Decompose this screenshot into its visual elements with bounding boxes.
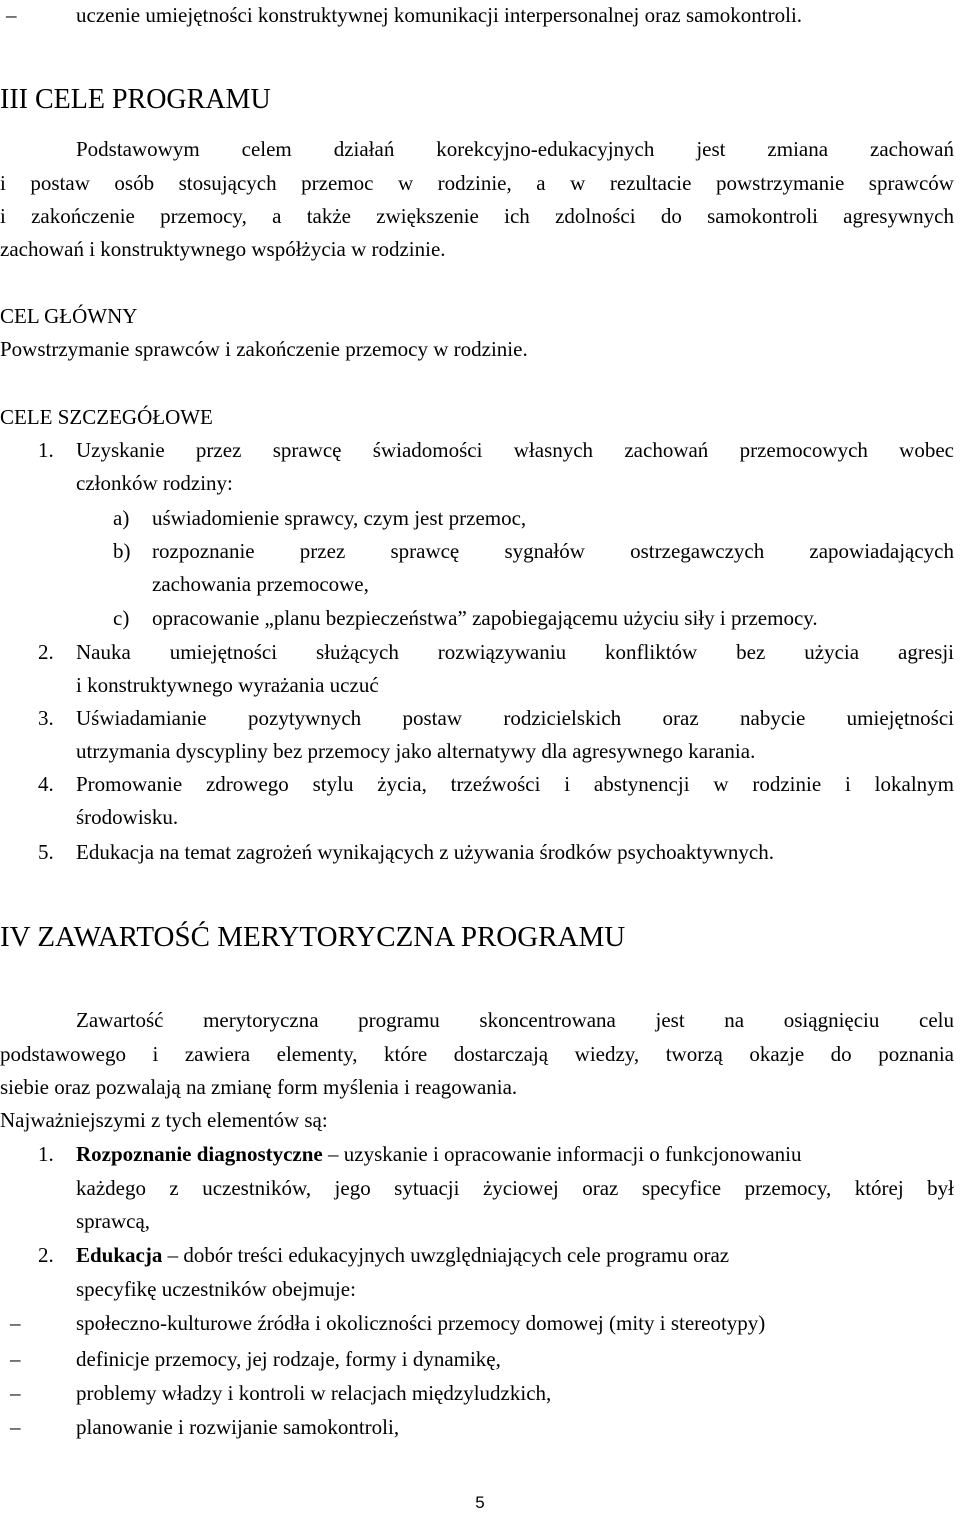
goal-1-line-1: Uzyskanie przez sprawcę świadomości własnych zachowań przemocowych wobec [76,438,954,462]
section-heading-zawartosc: IV ZAWARTOŚĆ MERYTORYCZNA PROGRAMU [0,921,626,953]
goal-4-line-2: środowisku. [76,805,179,829]
elements-intro: Najważniejszymi z tych elementów są: [0,1108,328,1132]
item-2-title: Edukacja [76,1243,163,1267]
intro-line: i postaw osób stosujących przemoc w rodzinie, a w rezultacie powstrzymanie sprawców [0,171,954,195]
dash-bullet: – [10,1415,21,1439]
goal-number: 4. [38,772,54,796]
subitem-marker: b) [113,539,131,563]
bullet-item: definicje przemocy, jej rodzaje, formy i dynamikę, [76,1347,501,1371]
paragraph-line: podstawowego i zawiera elementy, które dostarczają wiedzy, tworzą okazje do poznania [0,1042,954,1066]
subitem-b-line-1: rozpoznanie przez sprawcę sygnałów ostrzegawczych zapowiadających [152,539,954,563]
page-number: 5 [475,1493,485,1512]
goal-5-line-1: Edukacja na temat zagrożeń wynikających z używania środków psychoaktywnych. [76,840,774,864]
main-goal-label: CEL GŁÓWNY [0,304,138,328]
goal-2-line-2: i konstruktywnego wyrażania uczuć [76,673,379,697]
subitem-a: uświadomienie sprawcy, czym jest przemoc, [152,506,527,530]
subitem-marker: c) [113,606,130,630]
item-2-line-2: specyfikę uczestników obejmuje: [76,1277,356,1301]
dash-bullet: – [10,1311,21,1335]
top-list-item: uczenie umiejętności konstruktywnej komunikacji interpersonalnej oraz samokontroli. [76,3,803,27]
item-2-desc: – dobór treści edukacyjnych uwzględniających cele programu oraz [167,1243,730,1267]
bullet-item: problemy władzy i kontroli w relacjach międzyludzkich, [76,1381,552,1405]
goal-4-line-1: Promowanie zdrowego stylu życia, trzeźwości i abstynencji w rodzinie i lokalnym [76,772,954,796]
goal-number: 3. [38,706,54,730]
item-1-title: Rozpoznanie diagnostyczne [76,1142,323,1166]
dash-bullet: – [10,1347,21,1371]
item-1-desc: – uzyskanie i opracowanie informacji o funkcjonowaniu [328,1142,802,1166]
dash-bullet: – [6,3,17,27]
goal-3-line-2: utrzymania dyscypliny bez przemocy jako alternatywy dla agresywnego karania. [76,739,756,763]
subitem-c: opracowanie „planu bezpieczeństwa” zapobiegającemu użyciu siły i przemocy. [152,606,818,630]
goal-number: 2. [38,640,54,664]
item-number: 2. [38,1243,54,1267]
goal-2-line-1: Nauka umiejętności służących rozwiązywaniu konfliktów bez użycia agresji [76,640,954,664]
intro-line: zachowań i konstruktywnego współżycia w rodzinie. [0,237,446,261]
subitem-b-line-2: zachowania przemocowe, [152,572,369,596]
subitem-marker: a) [113,506,130,530]
bullet-item: społeczno-kulturowe źródła i okoliczności przemocy domowej (mity i stereotypy) [76,1311,766,1335]
intro-line: Podstawowym celem działań korekcyjno-edukacyjnych jest zmiana zachowań [76,137,954,161]
goal-number: 5. [38,840,54,864]
paragraph-line: siebie oraz pozwalają na zmianę form myślenia i reagowania. [0,1075,518,1099]
section-heading-cele: III CELE PROGRAMU [0,84,271,115]
intro-line: i zakończenie przemocy, a także zwiększenie ich zdolności do samokontroli agresywnych [0,204,954,228]
bullet-item: planowanie i rozwijanie samokontroli, [76,1415,400,1439]
item-number: 1. [38,1142,54,1166]
item-1-line-3: sprawcą, [76,1209,151,1233]
main-goal-text: Powstrzymanie sprawców i zakończenie przemocy w rodzinie. [0,337,528,361]
specific-goals-label: CELE SZCZEGÓŁOWE [0,405,213,429]
paragraph-line: Zawartość merytoryczna programu skoncentrowana jest na osiągnięciu celu [76,1008,954,1032]
goal-3-line-1: Uświadamianie pozytywnych postaw rodzicielskich oraz nabycie umiejętności [76,706,954,730]
item-2-line-1 [76,1242,729,1268]
goal-1-line-2: członków rodziny: [76,471,233,495]
item-1-line-1 [76,1141,802,1167]
goal-number: 1. [38,438,54,462]
dash-bullet: – [10,1381,21,1405]
item-1-line-2: każdego z uczestników, jego sytuacji życiowej oraz specyfice przemocy, której był [76,1176,954,1200]
